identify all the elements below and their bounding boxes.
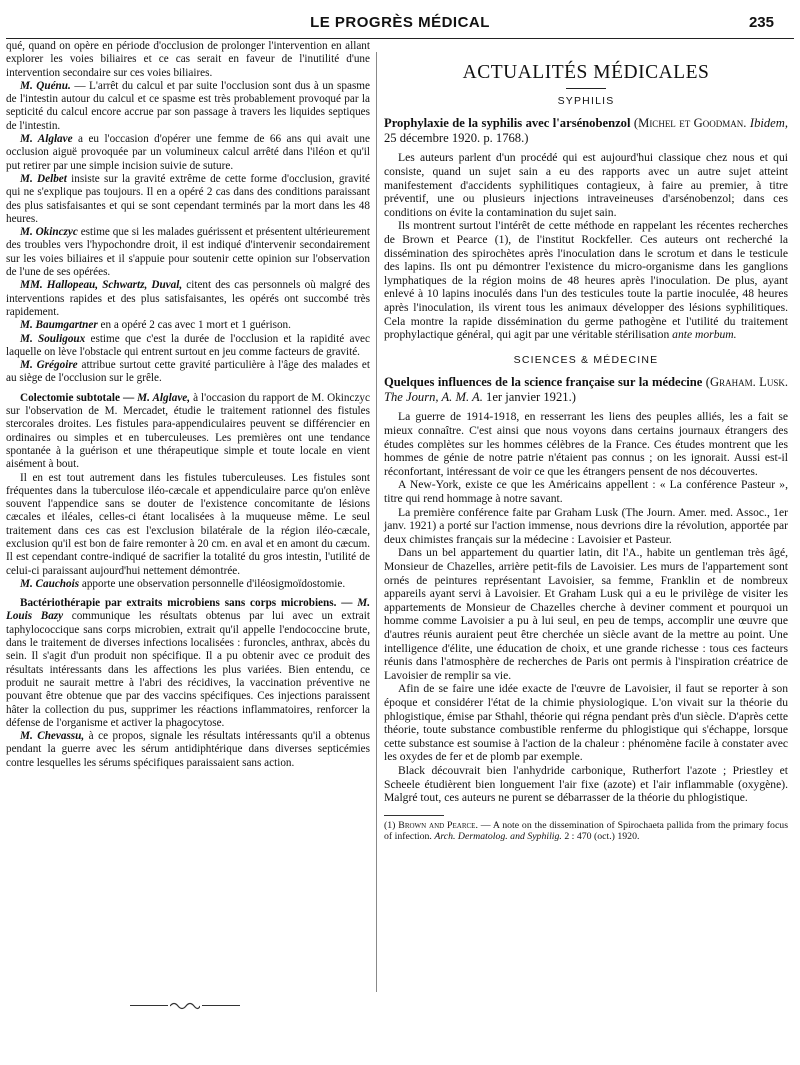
- left-paragraph: M. Grégoire attribue surtout cette gravité particulière à l'âge des malades et au siège de l'occlusion sur le grêle.: [6, 359, 370, 385]
- article-paragraph: La première conférence faite par Graham Lusk (The Journ. Amer. med. Assoc., 1er janv. 1921) a porté sur l'action immense, nous devrions dire la révolution, apportée par deux chimistes français sur la médecine : Lavoisier et Pasteur.: [384, 505, 788, 546]
- speaker-name: M. Delbet: [20, 172, 67, 185]
- section-title: ACTUALITÉS MÉDICALES: [462, 62, 710, 83]
- page-number: 235: [748, 14, 774, 31]
- left-paragraph: Colectomie subtotale — M. Alglave, à l'occasion du rapport de M. Okinczyc sur l'observation de M. Mercadet, étudie le traitement rationnel des fistules stercorales droites. Les fistules para-appendiculaires peuvent se différencier en ordinaires ou simples et en tuberculeuses. Les premières ont une tendance spontanée à la guérison et une thérapeutique simple et toute locale en vient aisément à bout.: [6, 391, 370, 471]
- header-rule: [6, 38, 794, 39]
- article-title-influences: Quelques influences de la science française sur la médecine (Graham. Lusk. The Journ, A. M. A. 1er janvier 1921.): [384, 375, 789, 404]
- article-title-prophylaxie: Prophylaxie de la syphilis avec l'arsénobenzol (Michel et Goodman. Ibidem, 25 décembre 1920. p. 1768.): [384, 116, 789, 145]
- article-paragraph: A New-York, existe ce que les Américains appellent : « La conférence Pasteur », titre qui rend hommage à notre savant.: [384, 478, 788, 506]
- left-column: [6, 40, 370, 770]
- column-divider: [376, 52, 377, 992]
- speaker-name: M. Quénu.: [20, 79, 71, 92]
- speaker-name: MM. Hallopeau, Schwartz, Duval,: [20, 279, 183, 292]
- speaker-name: M. Baumgartner: [20, 319, 98, 332]
- article-paragraph: Afin de se faire une idée exacte de l'œuvre de Lavoisier, il faut se reporter à son époque et considérer l'état de la chimie physiologique. L'on vivait sur la théorie du phlogistique, émise par Sthahl, théorie qui régna pendant près d'un siècle. D'après cette théorie, toute substance combustible renferme du phlogistique qui s'échappe, lorsque cette substance est soumise à l'action de la chaleur : phénomène facile à constater avec les oxydes de fer et de plomb par exemple.: [384, 682, 788, 764]
- left-paragraph: M. Quénu. — L'arrêt du calcul et par suite l'occlusion sont dus à un spasme de l'intestin autour du calcul et ce spasme est très probablement provoqué par la septicité du calcul encore accrue par son passage à travers les liquides septiques de l'intestin.: [6, 79, 370, 132]
- article-paragraph: Les auteurs parlent d'un procédé qui est aujourd'hui classique chez nous et qui consiste, quand un sujet sain a eu des rapports avec un autre sujet atteint manifestement d'accidents syphilitiques contagieux, à faire au premier, à titre préventif, une ou plusieurs injections intraveineuses d'arsénobenzol; dans ces conditions on évite la contamination du sujet sain.: [384, 151, 788, 219]
- article-paragraph: Ils montrent surtout l'intérêt de cette méthode en rappelant les récentes recherches de Brown et Pearce (1), de l'institut Rockfeller. Ces auteurs ont recherché la dissémination des spirochètes après l'inoculation dans le scrotum et dans le testicule des lapins. Ils ont pu démontrer l'existence du micro-organisme dans les ganglions lymphatiques de la région moins de 48 heures après l'inoculation. De plus, ayant enlevé à 10 lapins inoculés dans l'un des testicules toute la partie inoculée, 48 heures après l'inoculation, ils virent tous les animaux développer des lésions syphilitiques. Cela montre la rapide dissémination du germe pathogène et l'utilité du traitement prophylactique général, qui agit par une véritable stérilisation ante morbum.: [384, 219, 788, 342]
- left-paragraph: qué, quand on opère en période d'occlusion de prolonger l'intervention en allant explorer les voies biliaires et ce cas serait en faveur de l'inutilité d'une intervention secondaire sur ces voies biliaires.: [6, 40, 370, 79]
- article-paragraph: Dans un bel appartement du quartier latin, dit l'A., habite un gentleman très âgé, Monsieur de Chazelles, arrière petit-fils de Lavoisier. Les murs de l'appartement sont ornés de peintures représentant Lavoisier, sa femme, Franklin et de nombreux appareils ayant servi à Lavoisier. Et Graham Lusk qui a eu le privilège de visiter les appartements de Monsieur de Chazelles cherche à deviner comment et pourquoi un homme comme Lavoisier a pu à lui seul, en peu de temps, accomplir une œuvre que d'autres réunis auraient peut être cherchée un siècle avant de la mettre au point. Une intelligence d'élite, une éducation de choix, et une grande richesse : tous ces facteurs réunis dans l'atmosphère de recherches de Paris ont permis à l'inspiration créatrice de Lavoisier de remplir sa vie.: [384, 546, 788, 682]
- article-paragraph: La guerre de 1914-1918, en resserrant les liens des peuples alliés, les a fait se mieux connaître. C'est ainsi que nous voyons dans certains journaux étrangers des études complètes sur les hommes célèbres de la France. Ces études montrent que les hommes de génie de notre patrie n'étaient pas connus ; on les ignorait. Aussi est-il réconfortant, intéressant de voir ce que les étrangers pensent de nos découvertes.: [384, 410, 788, 478]
- left-paragraph: Il en est tout autrement dans les fistules tuberculeuses. Les fistules sont fréquentes dans la tuberculose iléo-cæcale et appendiculaire parce qu'on enlève souvent l'appendice sans se douter de l'existence concomitante de lésions cæcales et iléales, celles-ci étant localisées à la muqueuse même. Le seul traitement dans ces cas est l'exclusion bilatérale de la région iléo-cæcale, exclusion qu'il est bon de faire remonter à 20 cm. en aval et en amont du cæcum. Il est cependant contre-indiqué de sacrifier la totalité du gros intestin, l'utilité de celui-ci paraissant aujourd'hui nettement démontrée.: [6, 471, 370, 577]
- speaker-name: M. Alglave: [20, 133, 73, 146]
- end-ornament: [130, 1000, 240, 1010]
- right-column: [384, 40, 788, 843]
- left-paragraph: M. Baumgartner en a opéré 2 cas avec 1 mort et 1 guérison.: [20, 319, 291, 332]
- speaker-name: M. Alglave,: [137, 391, 191, 404]
- left-paragraph: M. Chevassu, à ce propos, signale les résultats intéressants qu'il a obtenus pendant la guerre avec les sérum antidiphtérique dans diverses septicémies contre lesquelles les sérums spécifiques paraissaient sans action.: [6, 730, 370, 769]
- left-paragraph: M. Delbet insiste sur la gravité extrême de cette forme d'occlusion, gravité qui ne s'explique pas toujours. Il en a opéré 2 cas dans des conditions paraissant des plus satisfaisantes et qui se sont cependant terminés par la mort dans les 48 heures.: [6, 172, 370, 225]
- footnote-rule: [384, 815, 444, 816]
- page-header: [0, 8, 800, 40]
- footnote: (1) Brown and Pearce. — A note on the dissemination of Spirochaeta pallida from the primary focus of infection. Arch. Dermatolog. and Syphilig. 2 : 470 (oct.) 1920.: [384, 819, 789, 843]
- left-paragraph: M. Okinczyc estime que si les malades guérissent et présentent ultérieurement des troubles vers l'hypochondre droit, il est indiqué d'intervenir secondairement sur les voies biliaires et il s'appuie pour soutenir cette opinion sur l'observation de l'une de ses opérées.: [6, 226, 370, 279]
- left-paragraph: M. Souligoux estime que c'est la durée de l'occlusion et la rapidité avec laquelle on lève l'obstacle qui entrent surtout en jeu comme facteurs de gravité.: [6, 332, 370, 358]
- speaker-name: M. Chevassu,: [20, 730, 85, 743]
- running-title: LE PROGRÈS MÉDICAL: [310, 14, 490, 31]
- article-paragraph: Black découvrait bien l'anhydride carbonique, Rutherfort l'azote ; Priestley et Scheele étudièrent bien longuement l'air fixe (azote) et l'air inflammable (oxygène). Malgré tout, ces auteurs ne purent se débarrasser de la théorie du phlogistique.: [384, 763, 788, 805]
- speaker-name: M. Cauchois: [20, 577, 80, 590]
- left-paragraph: MM. Hallopeau, Schwartz, Duval, citent des cas personnels où malgré des interventions rapides et des plus satisfaisantes, les opérés ont succombé très rapidement.: [6, 279, 370, 318]
- left-paragraph: M. Alglave a eu l'occasion d'opérer une femme de 66 ans qui avait une occlusion aiguë provoquée par un volumineux calcul arrêté dans l'iléon et qu'il put retirer par une simple incision suivie de suture.: [6, 133, 370, 172]
- left-paragraph: M. Cauchois apporte une observation personnelle d'iléosigmoïdostomie.: [20, 577, 346, 590]
- speaker-name: M. Souligoux: [20, 332, 86, 345]
- subsection-sciences: SCIENCES & MÉDECINE: [513, 353, 659, 366]
- speaker-name: M. Grégoire: [20, 359, 78, 372]
- subsection-syphilis: SYPHILIS: [557, 94, 615, 107]
- speaker-name: M. Okinczyc: [20, 226, 78, 239]
- section-rule: [566, 88, 606, 89]
- left-paragraph: Bactériothérapie par extraits microbiens sans corps microbiens. — M. Louis Bazy communique les résultats obtenus par lui avec un extrait taphylococcique sans corps microbien, extrait qu'il appelle l'endococcine brute, dans le traitement de diverses infections localisées : furoncles, anthrax, abcès du sein. Il s'agit d'un produit non spécifique. Il a pu obtenir avec ce produit des résultats intéressants dans les affections les plus variées. Bien entendu, ce produit ne saurait mettre à l'abri des récidives, la vaccination préventive ne pouvant être obtenue que par des vaccins spécifiques. Ces injections paraissent hâter la collection du pus, supprimer les réactions inflammatoires, renforcer la défense de l'organisme et activer la phagocytose.: [6, 597, 370, 729]
- ornament-squiggle-icon: [170, 1000, 200, 1010]
- speaker-name: M. Louis Bazy: [6, 597, 370, 623]
